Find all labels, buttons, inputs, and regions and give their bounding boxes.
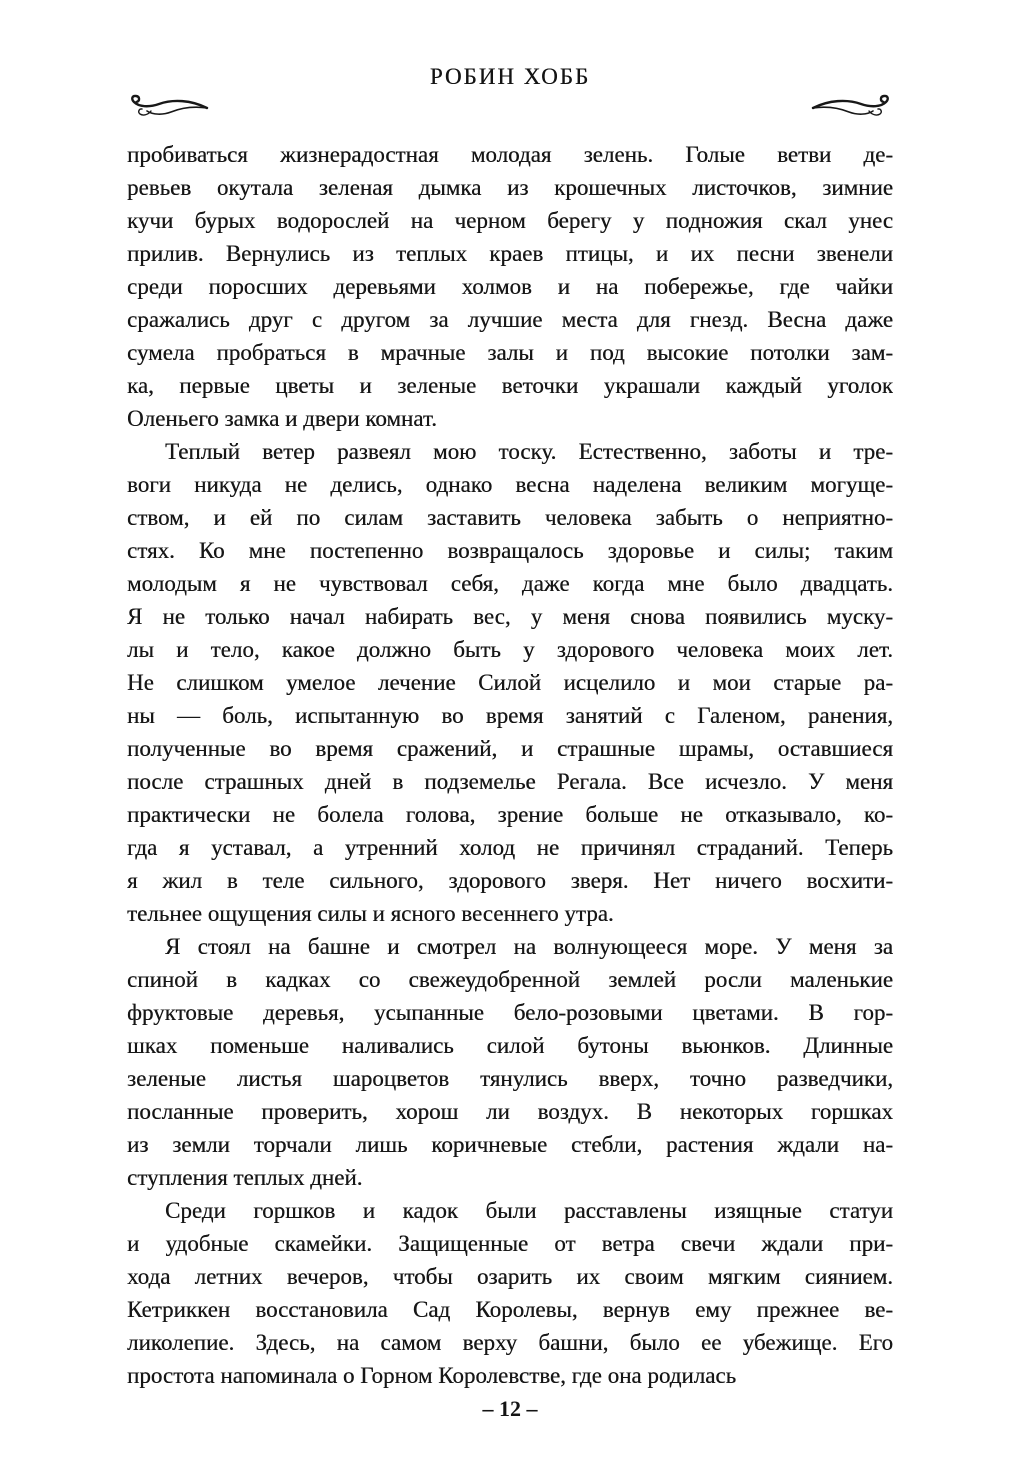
running-header bbox=[0, 0, 1020, 90]
text-line: воги никуда не делись, однако весна наделена великим могуще- bbox=[127, 472, 893, 497]
text-line: простота напоминала о Горном Королевстве, где она родилась bbox=[127, 1363, 737, 1388]
text-line: шках поменьше наливались силой бутоны вьюнков. Длинные bbox=[127, 1033, 893, 1058]
text-line: и удобные скамейки. Защищенные от ветра свечи ждали при- bbox=[127, 1231, 893, 1256]
text-line: зеленые листья шароцветов тянулись вверх, точно разведчики, bbox=[127, 1066, 893, 1091]
text-line: полученные во время сражений, и страшные шрамы, оставшиеся bbox=[127, 736, 893, 761]
text-line: ликолепие. Здесь, на самом верху башни, было ее убежище. Его bbox=[127, 1330, 893, 1355]
page-text bbox=[127, 138, 893, 1392]
text-line: ны — боль, испытанную во время занятий с Галеном, ранения, bbox=[127, 703, 893, 728]
text-line: стях. Ко мне постепенно возвращалось здоровье и силы; таким bbox=[127, 538, 893, 563]
flourish-right-icon bbox=[811, 94, 893, 120]
paragraph bbox=[127, 138, 893, 435]
header-ornament-row bbox=[127, 94, 893, 120]
flourish-left-icon bbox=[127, 94, 209, 120]
text-line: ка, первые цветы и зеленые веточки украшали каждый уголок bbox=[127, 373, 893, 398]
paragraph bbox=[127, 1194, 893, 1392]
text-line: среди поросших деревьями холмов и на побережье, где чайки bbox=[127, 274, 893, 299]
text-line: из земли торчали лишь коричневые стебли, растения ждали на- bbox=[127, 1132, 893, 1157]
text-line: Оленьего замка и двери комнат. bbox=[127, 406, 437, 431]
text-line: Теплый ветер развеял мою тоску. Естественно, заботы и тре- bbox=[165, 439, 893, 464]
text-line: лы и тело, какое должно быть у здорового человека моих лет. bbox=[127, 637, 893, 662]
text-line: фруктовые деревья, усыпанные бело-розовыми цветами. В гор- bbox=[127, 1000, 893, 1025]
text-line: сражались друг с другом за лучшие места для гнезд. Весна даже bbox=[127, 307, 893, 332]
text-line: Кетриккен восстановила Сад Королевы, вернув ему прежнее ве- bbox=[127, 1297, 893, 1322]
running-header-title: РОБИН ХОББ bbox=[429, 64, 591, 89]
text-line: тельнее ощущения силы и ясного весеннего утра. bbox=[127, 901, 614, 926]
text-line: я жил в теле сильного, здорового зверя. Нет ничего восхити- bbox=[127, 868, 893, 893]
text-line: гда я уставал, а утренний холод не причинял страданий. Теперь bbox=[127, 835, 893, 860]
paragraph bbox=[127, 435, 893, 930]
text-line: Я не только начал набирать вес, у меня снова появились муску- bbox=[127, 604, 893, 629]
text-line: Я стоял на башне и смотрел на волнующееся море. У меня за bbox=[165, 934, 893, 959]
text-line: молодым я не чувствовал себя, даже когда мне было двадцать. bbox=[127, 571, 893, 596]
text-line: практически не болела голова, зрение больше не отказывало, ко- bbox=[127, 802, 893, 827]
text-line: ревьев окутала зеленая дымка из крошечных листочков, зимние bbox=[127, 175, 893, 200]
text-line: ством, и ей по силам заставить человека забыть о неприятно- bbox=[127, 505, 893, 530]
text-line: прилив. Вернулись из теплых краев птицы, и их песни звенели bbox=[127, 241, 893, 266]
text-line: пробиваться жизнерадостная молодая зелень. Голые ветви де- bbox=[127, 142, 893, 167]
text-line: посланные проверить, хорош ли воздух. В некоторых горшках bbox=[127, 1099, 893, 1124]
text-line: ступления теплых дней. bbox=[127, 1165, 363, 1190]
paragraph bbox=[127, 930, 893, 1194]
page-number: – 12 – bbox=[482, 1396, 538, 1421]
text-line: Не слишком умелое лечение Силой исцелило и мои старые ра- bbox=[127, 670, 893, 695]
text-line: Среди горшков и кадок были расставлены изящные статуи bbox=[165, 1198, 893, 1223]
text-line: спиной в кадках со свежеудобренной землей росли маленькие bbox=[127, 967, 893, 992]
text-line: кучи бурых водорослей на черном берегу у подножия скал унес bbox=[127, 208, 893, 233]
text-line: сумела пробраться в мрачные залы и под высокие потолки зам- bbox=[127, 340, 893, 365]
text-line: после страшных дней в подземелье Регала. Все исчезло. У меня bbox=[127, 769, 893, 794]
text-line: хода летних вечеров, чтобы озарить их своим мягким сиянием. bbox=[127, 1264, 893, 1289]
